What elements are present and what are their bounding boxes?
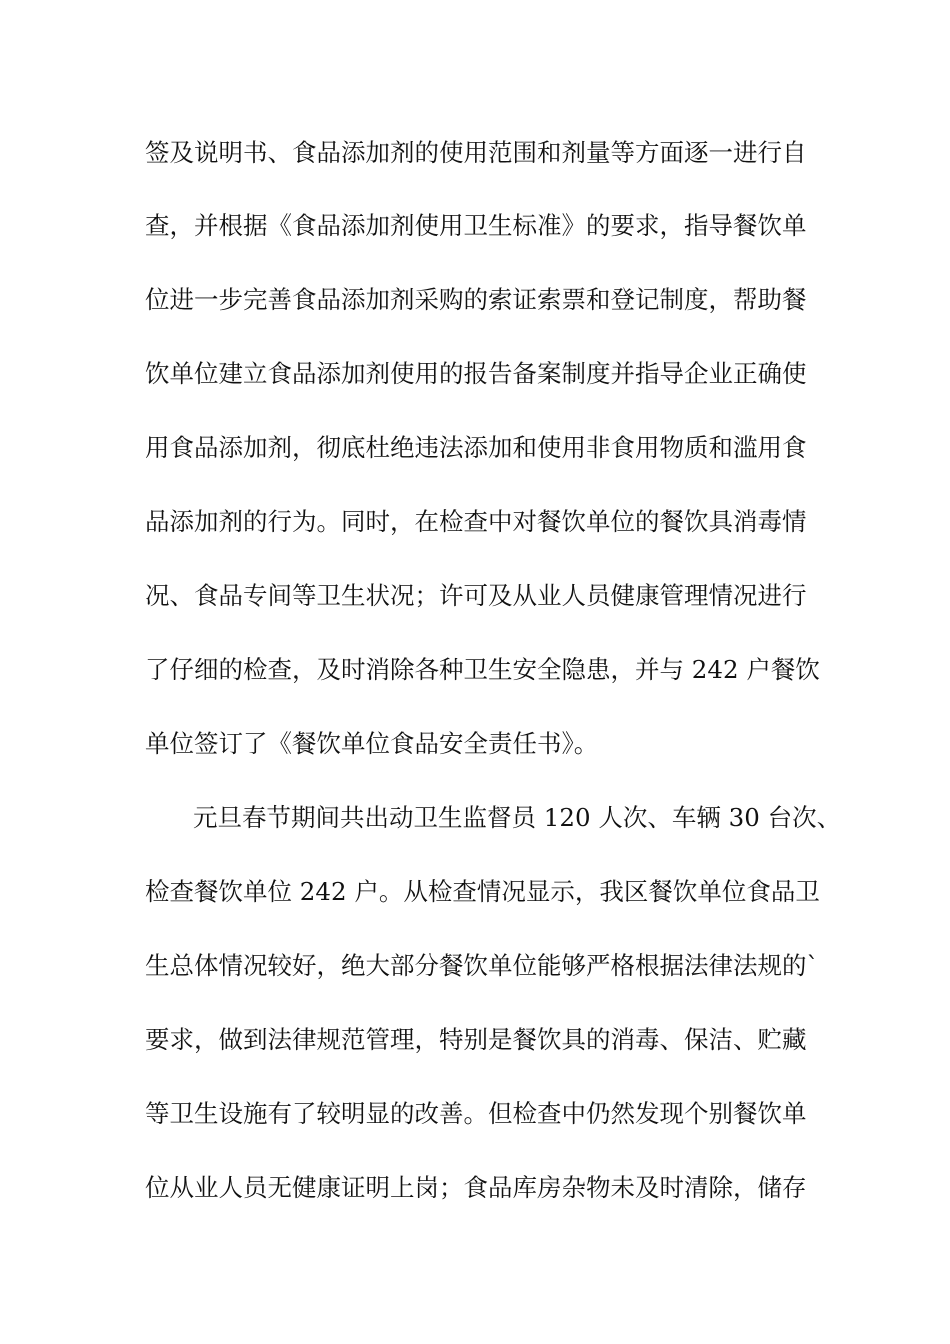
paragraph-1-line-9: 单位签订了《餐饮单位食品安全责任书》。 <box>145 729 599 758</box>
paragraph-1-line-7: 况、食品专间等卫生状况；许可及从业人员健康管理情况进行 <box>145 581 807 610</box>
paragraph-1-line-6: 品添加剂的行为。同时，在检查中对餐饮单位的餐饮具消毒情 <box>145 507 807 536</box>
paragraph-1-line-3: 位进一步完善食品添加剂采购的索证索票和登记制度，帮助餐 <box>145 285 807 314</box>
paragraph-2-line-2: 检查餐饮单位 242 户。从检查情况显示，我区餐饮单位食品卫 <box>145 877 820 906</box>
paragraph-1-line-8: 了仔细的检查，及时消除各种卫生安全隐患，并与 242 户餐饮 <box>145 655 820 684</box>
paragraph-1-line-5: 用食品添加剂，彻底杜绝违法添加和使用非食用物质和滥用食 <box>145 433 807 462</box>
paragraph-1-line-4: 饮单位建立食品添加剂使用的报告备案制度并指导企业正确使 <box>145 359 807 388</box>
paragraph-2-line-6: 位从业人员无健康证明上岗；食品库房杂物未及时清除，储存 <box>145 1173 807 1202</box>
paragraph-2-line-3: 生总体情况较好，绝大部分餐饮单位能够严格根据法律法规的` <box>145 951 819 980</box>
paragraph-1-line-2: 查，并根据《食品添加剂使用卫生标准》的要求，指导餐饮单 <box>145 211 807 240</box>
paragraph-2-line-5: 等卫生设施有了较明显的改善。但检查中仍然发现个别餐饮单 <box>145 1099 807 1128</box>
paragraph-2-line-1: 元旦春节期间共出动卫生监督员 120 人次、车辆 30 台次、 <box>193 803 842 832</box>
paragraph-2-line-4: 要求，做到法律规范管理，特别是餐饮具的消毒、保洁、贮藏 <box>145 1025 807 1054</box>
paragraph-1-line-1: 签及说明书、食品添加剂的使用范围和剂量等方面逐一进行自 <box>145 138 807 167</box>
